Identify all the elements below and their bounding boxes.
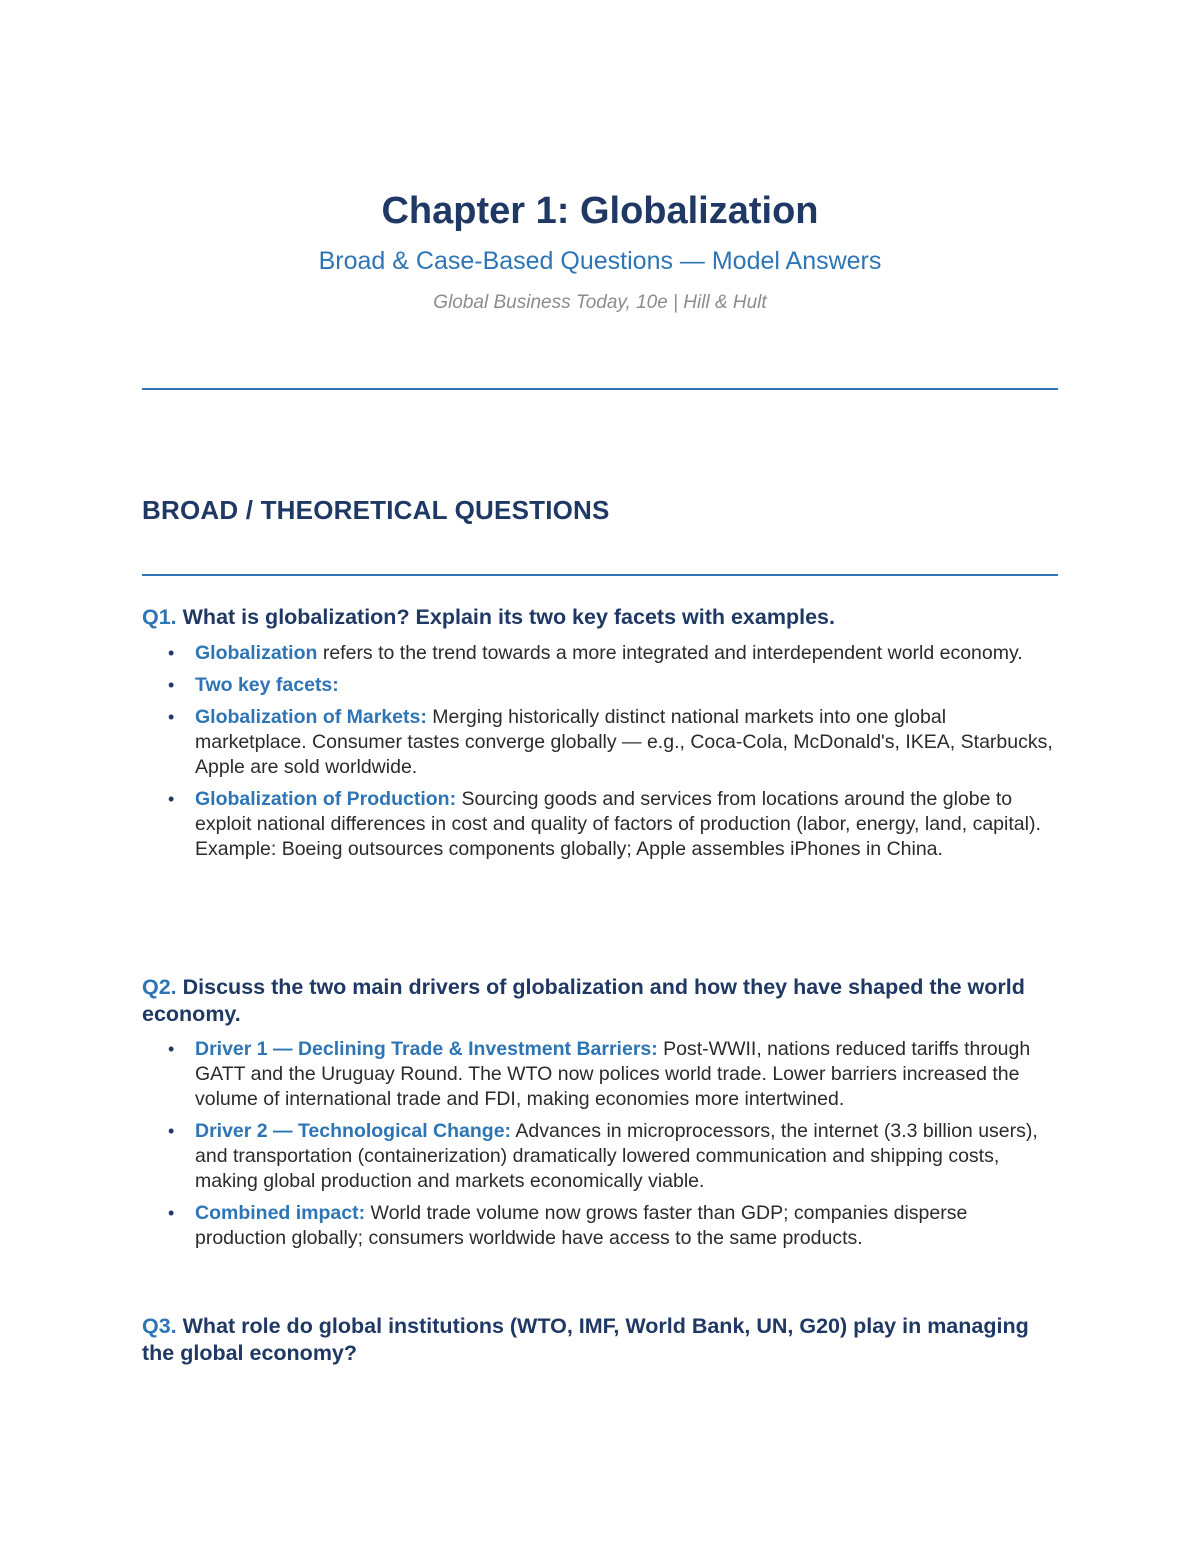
bullet-icon: • [168, 789, 175, 809]
bullet-lead: Two key facets: [195, 674, 339, 696]
answer-list-q2 [142, 1037, 1058, 1258]
bullet-text: Sourcing goods and services from locations around the globe to exploit national differences in cost and quality of factors of production (labor, energy, land, capital). Example: Boeing outsources components globally; Apple assembles iPhones in China. [195, 788, 1041, 860]
question-text: What is globalization? Explain its two key facets with examples. [182, 605, 835, 629]
bullet-lead: Driver 1 — Declining Trade & Investment Barriers: [195, 1038, 658, 1060]
bullet-text: Merging historically distinct national markets into one global marketplace. Consumer tastes converge globally — e.g., Coca-Cola, McDonald's, IKEA, Starbucks, Apple are sold worldwide. [195, 706, 1053, 778]
question-number: Q1. [142, 605, 177, 629]
list-item [142, 1037, 1058, 1112]
page-subtitle: Broad & Case-Based Questions — Model Answers [318, 247, 882, 275]
bullet-lead: Combined impact: [195, 1202, 366, 1224]
list-item [142, 673, 1058, 698]
bullet-icon: • [168, 1203, 175, 1223]
bullet-icon: • [168, 1121, 175, 1141]
answer-list-q1 [142, 641, 1058, 869]
bullet-text: refers to the trend towards a more integrated and interdependent world economy. [317, 642, 1023, 664]
question-text: What role do global institutions (WTO, IMF, World Bank, UN, G20) play in managing the global economy? [142, 1314, 1029, 1365]
list-item [142, 641, 1058, 666]
bullet-icon: • [168, 643, 175, 663]
bullet-text: Post-WWII, nations reduced tariffs through GATT and the Uruguay Round. The WTO now polices world trade. Lower barriers increased the volume of international trade and FDI, making economies more intertwined. [195, 1038, 1031, 1110]
source-citation: Global Business Today, 10e | Hill & Hult [433, 292, 767, 313]
bullet-icon: • [168, 707, 175, 727]
header-divider [142, 388, 1058, 390]
page-title: Chapter 1: Globalization [381, 190, 819, 232]
list-item [142, 1201, 1058, 1251]
question-number: Q2. [142, 975, 177, 999]
question-number: Q3. [142, 1314, 177, 1338]
list-item [142, 787, 1058, 862]
question-1 [142, 604, 1058, 631]
bullet-lead: Globalization of Markets: [195, 706, 427, 728]
bullet-text: Advances in microprocessors, the internet (3.3 billion users), and transportation (containerization) dramatically lowered communication and shipping costs, making global production and markets economically viable. [195, 1120, 1038, 1192]
list-item [142, 705, 1058, 780]
list-item [142, 1119, 1058, 1194]
bullet-text: World trade volume now grows faster than GDP; companies disperse production globally; consumers worldwide have access to the same products. [195, 1202, 968, 1249]
question-3 [142, 1313, 1058, 1367]
section-heading: BROAD / THEORETICAL QUESTIONS [142, 495, 610, 525]
question-2 [142, 974, 1058, 1028]
bullet-icon: • [168, 1039, 175, 1059]
bullet-lead: Globalization of Production: [195, 788, 457, 810]
question-text: Discuss the two main drivers of globalization and how they have shaped the world economy. [142, 975, 1025, 1026]
section-divider [142, 574, 1058, 576]
bullet-lead: Driver 2 — Technological Change: [195, 1120, 512, 1142]
bullet-lead: Globalization [195, 642, 318, 664]
bullet-icon: • [168, 675, 175, 695]
